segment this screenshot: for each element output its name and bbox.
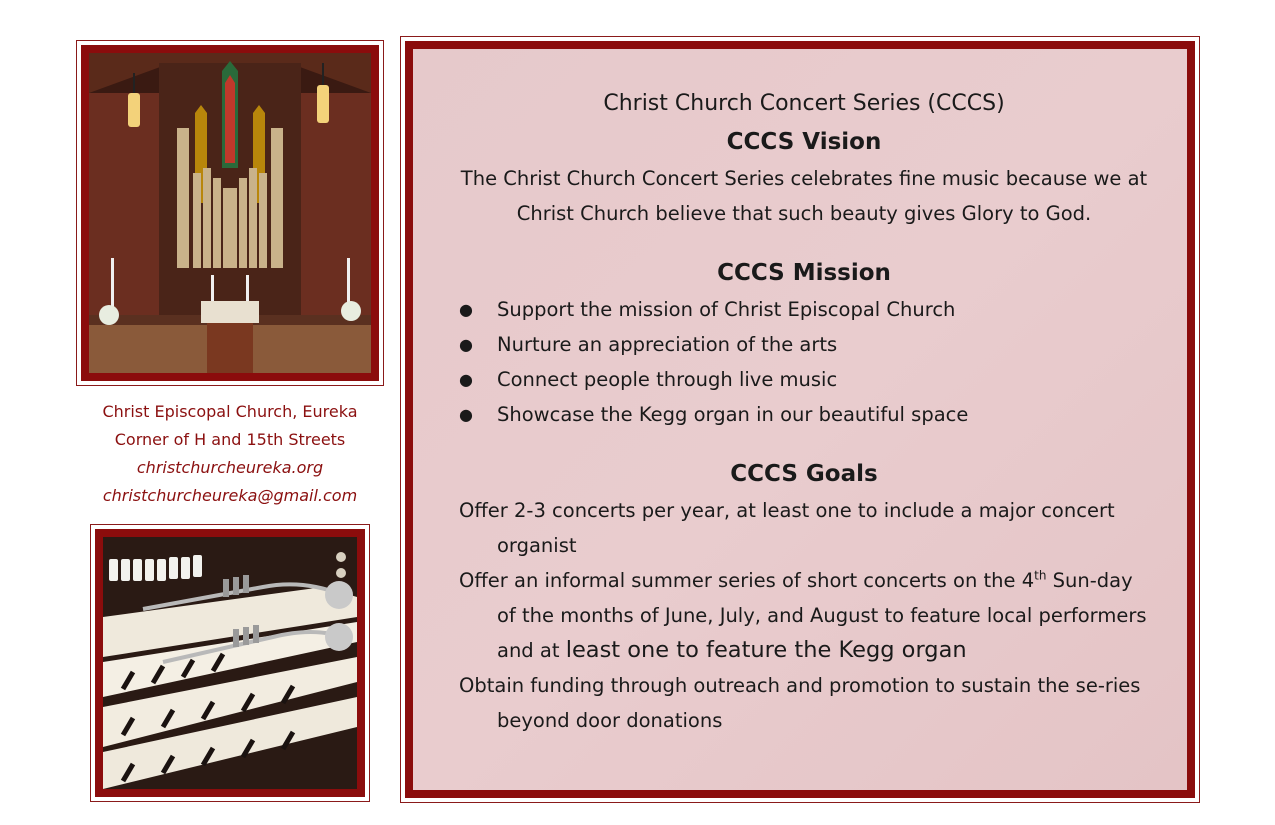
goal-item-1: Offer 2-3 concerts per year, at least one to include a major concert organist: [459, 499, 1115, 557]
organ-trumpet-photo: [95, 529, 365, 797]
panel-content: [459, 85, 1149, 738]
vision-heading: CCCS Vision: [726, 129, 882, 155]
concert-series-panel-frame: [400, 36, 1200, 803]
email-link[interactable]: christchurcheureka@gmail.com: [102, 486, 358, 505]
church-name: Christ Episcopal Church, Eureka: [102, 402, 358, 421]
mission-item: ● Showcase the Kegg organ in our beautiful space: [459, 397, 1149, 432]
contact-info: [70, 398, 390, 510]
kegg-organ-emphasis: least one to feature the Kegg organ: [565, 637, 967, 663]
goals-heading: CCCS Goals: [730, 461, 878, 487]
bullet-icon: ●: [459, 405, 473, 424]
website-link[interactable]: christchurcheureka.org: [136, 458, 324, 477]
church-interior-photo: [81, 45, 379, 381]
mission-item: ● Nurture an appreciation of the arts: [459, 327, 1149, 362]
church-address: Corner of H and 15th Streets: [114, 430, 346, 449]
series-title: Christ Church Concert Series (CCCS): [603, 91, 1005, 116]
mission-heading: CCCS Mission: [717, 260, 891, 286]
goal-item-2: Offer an informal summer series of short concerts on the 4th Sun-day of the months of June, July, and August to feature local performers and at least one to feature the Kegg organ: [459, 568, 1147, 663]
goal-item-3: Obtain funding through outreach and promotion to sustain the se-ries beyond door donations: [459, 674, 1141, 732]
mission-item: ● Connect people through live music: [459, 362, 1149, 397]
church-interior-image: [89, 53, 371, 373]
mission-list: [459, 292, 1149, 432]
bullet-icon: ●: [459, 300, 473, 319]
vision-text: The Christ Church Concert Series celebrates fine music because we at Christ Church believe that such beauty gives Glory to God.: [460, 167, 1148, 225]
mission-item: ● Support the mission of Christ Episcopal Church: [459, 292, 1149, 327]
organ-photo-frame: [90, 524, 370, 802]
superscript: th: [1034, 568, 1047, 583]
bullet-icon: ●: [459, 370, 473, 389]
bullet-icon: ●: [459, 335, 473, 354]
church-photo-frame: [76, 40, 384, 386]
organ-keyboard-image: [103, 537, 357, 789]
concert-series-panel: [405, 41, 1195, 798]
